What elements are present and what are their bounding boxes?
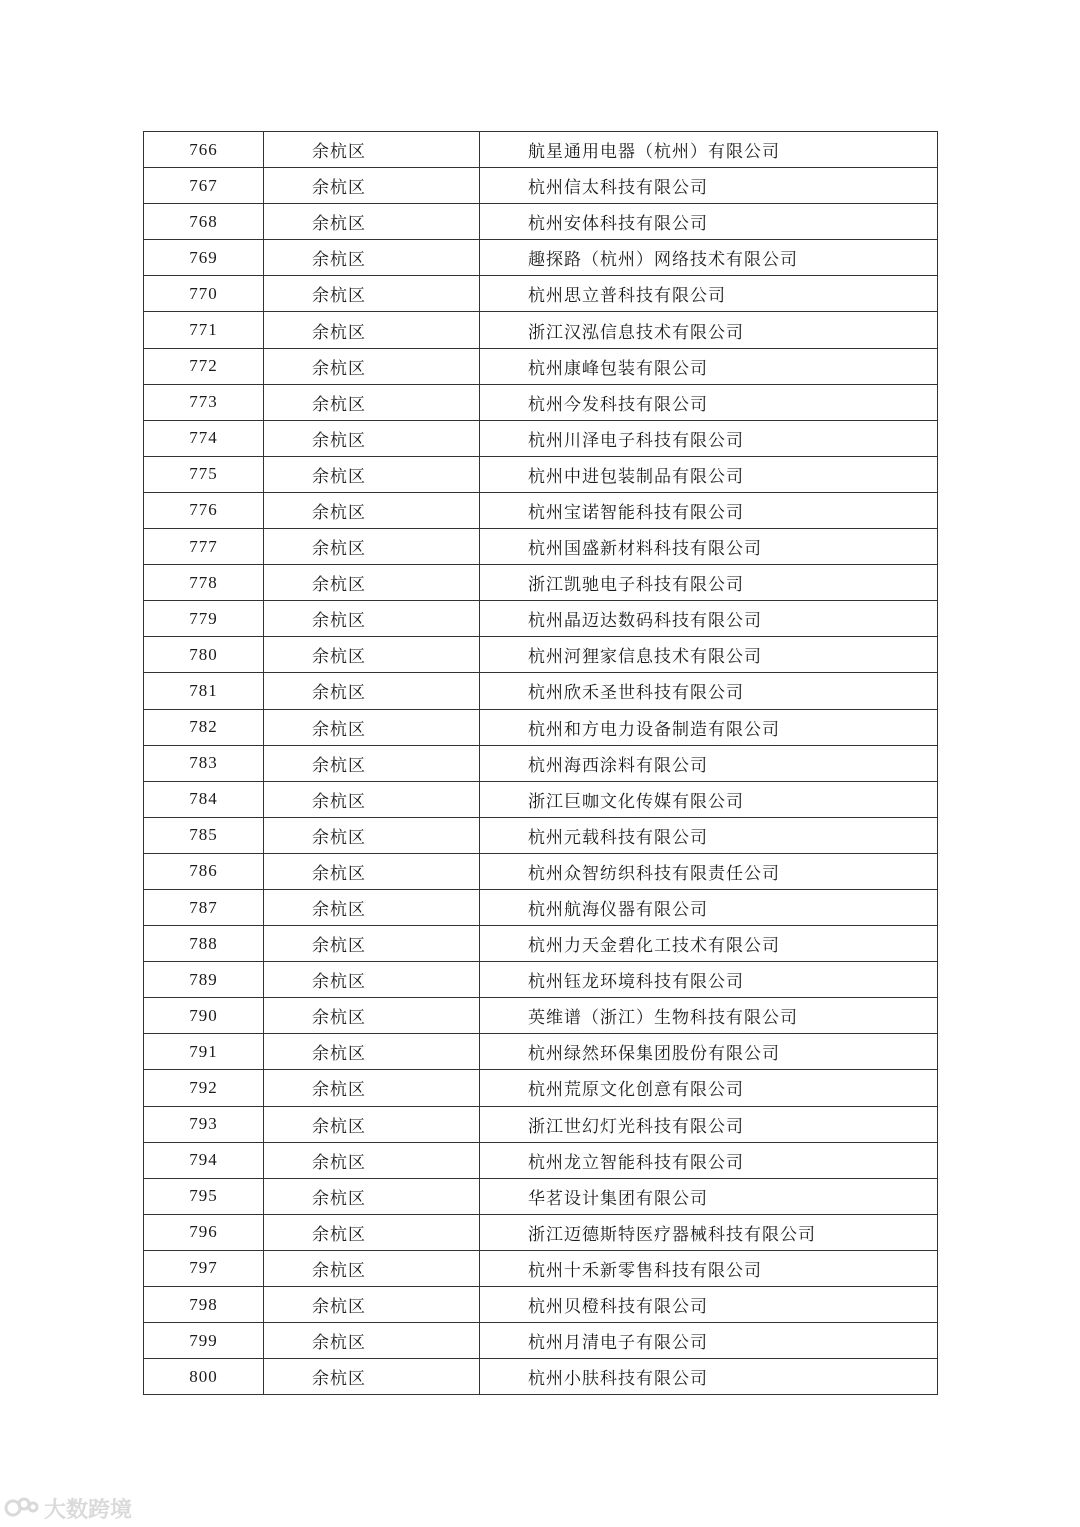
district-cell: 余杭区 [264, 817, 480, 853]
district-cell: 余杭区 [264, 1178, 480, 1214]
row-number-cell: 787 [144, 889, 264, 925]
district-cell: 余杭区 [264, 168, 480, 204]
company-name-cell: 杭州信太科技有限公司 [480, 168, 938, 204]
table-row [144, 240, 938, 276]
row-number-cell: 798 [144, 1287, 264, 1323]
company-list-table [143, 131, 938, 1395]
watermark-text: 大数跨境 [44, 1497, 133, 1523]
row-number-cell: 782 [144, 709, 264, 745]
table-row [144, 456, 938, 492]
district-cell: 余杭区 [264, 637, 480, 673]
table-row [144, 745, 938, 781]
row-number-cell: 797 [144, 1250, 264, 1286]
row-number-cell: 785 [144, 817, 264, 853]
table-row [144, 1287, 938, 1323]
table-row [144, 1070, 938, 1106]
company-name-cell: 杭州小肤科技有限公司 [480, 1359, 938, 1395]
district-cell: 余杭区 [264, 1250, 480, 1286]
district-cell: 余杭区 [264, 673, 480, 709]
district-cell: 余杭区 [264, 889, 480, 925]
row-number-cell: 779 [144, 601, 264, 637]
company-name-cell: 杭州航海仪器有限公司 [480, 889, 938, 925]
watermark-logo-icon [4, 1495, 40, 1521]
table-row [144, 1250, 938, 1286]
district-cell: 余杭区 [264, 529, 480, 565]
table-row [144, 889, 938, 925]
company-name-cell: 浙江巨咖文化传媒有限公司 [480, 781, 938, 817]
district-cell: 余杭区 [264, 492, 480, 528]
table-row [144, 420, 938, 456]
company-name-cell: 杭州贝橙科技有限公司 [480, 1287, 938, 1323]
company-name-cell: 杭州元载科技有限公司 [480, 817, 938, 853]
row-number-cell: 776 [144, 492, 264, 528]
table-row [144, 1178, 938, 1214]
company-name-cell: 趣探路（杭州）网络技术有限公司 [480, 240, 938, 276]
row-number-cell: 790 [144, 998, 264, 1034]
district-cell: 余杭区 [264, 998, 480, 1034]
table-row [144, 1034, 938, 1070]
district-cell: 余杭区 [264, 420, 480, 456]
table-row [144, 348, 938, 384]
company-name-cell: 杭州众智纺织科技有限责任公司 [480, 853, 938, 889]
row-number-cell: 799 [144, 1323, 264, 1359]
table-row [144, 962, 938, 998]
company-name-cell: 浙江迈德斯特医疗器械科技有限公司 [480, 1214, 938, 1250]
district-cell: 余杭区 [264, 132, 480, 168]
company-name-cell: 杭州和方电力设备制造有限公司 [480, 709, 938, 745]
table-row [144, 853, 938, 889]
district-cell: 余杭区 [264, 853, 480, 889]
district-cell: 余杭区 [264, 565, 480, 601]
company-name-cell: 杭州海西涂料有限公司 [480, 745, 938, 781]
district-cell: 余杭区 [264, 204, 480, 240]
table-row [144, 1106, 938, 1142]
district-cell: 余杭区 [264, 709, 480, 745]
district-cell: 余杭区 [264, 781, 480, 817]
company-name-cell: 杭州川泽电子科技有限公司 [480, 420, 938, 456]
row-number-cell: 786 [144, 853, 264, 889]
district-cell: 余杭区 [264, 1142, 480, 1178]
row-number-cell: 780 [144, 637, 264, 673]
table-row [144, 998, 938, 1034]
district-cell: 余杭区 [264, 312, 480, 348]
row-number-cell: 792 [144, 1070, 264, 1106]
company-name-cell: 航星通用电器（杭州）有限公司 [480, 132, 938, 168]
table-row [144, 168, 938, 204]
row-number-cell: 771 [144, 312, 264, 348]
table-row [144, 601, 938, 637]
row-number-cell: 773 [144, 384, 264, 420]
row-number-cell: 795 [144, 1178, 264, 1214]
row-number-cell: 774 [144, 420, 264, 456]
district-cell: 余杭区 [264, 962, 480, 998]
row-number-cell: 772 [144, 348, 264, 384]
table-row [144, 276, 938, 312]
company-name-cell: 杭州宝诺智能科技有限公司 [480, 492, 938, 528]
row-number-cell: 768 [144, 204, 264, 240]
row-number-cell: 767 [144, 168, 264, 204]
row-number-cell: 781 [144, 673, 264, 709]
row-number-cell: 788 [144, 926, 264, 962]
district-cell: 余杭区 [264, 276, 480, 312]
row-number-cell: 783 [144, 745, 264, 781]
table-row [144, 529, 938, 565]
row-number-cell: 770 [144, 276, 264, 312]
row-number-cell: 793 [144, 1106, 264, 1142]
district-cell: 余杭区 [264, 601, 480, 637]
company-name-cell: 杭州钰龙环境科技有限公司 [480, 962, 938, 998]
company-name-cell: 华茗设计集团有限公司 [480, 1178, 938, 1214]
table-row [144, 673, 938, 709]
company-name-cell: 杭州思立普科技有限公司 [480, 276, 938, 312]
district-cell: 余杭区 [264, 456, 480, 492]
table-row [144, 926, 938, 962]
table-row [144, 781, 938, 817]
district-cell: 余杭区 [264, 926, 480, 962]
row-number-cell: 769 [144, 240, 264, 276]
company-name-cell: 杭州中进包装制品有限公司 [480, 456, 938, 492]
district-cell: 余杭区 [264, 1214, 480, 1250]
table-row [144, 709, 938, 745]
table-row [144, 492, 938, 528]
table-row [144, 384, 938, 420]
district-cell: 余杭区 [264, 240, 480, 276]
row-number-cell: 794 [144, 1142, 264, 1178]
table-body [144, 132, 938, 1395]
watermark [4, 1492, 132, 1524]
company-name-cell: 杭州康峰包装有限公司 [480, 348, 938, 384]
district-cell: 余杭区 [264, 348, 480, 384]
company-name-cell: 杭州欣禾圣世科技有限公司 [480, 673, 938, 709]
row-number-cell: 800 [144, 1359, 264, 1395]
table-row [144, 637, 938, 673]
company-name-cell: 杭州今发科技有限公司 [480, 384, 938, 420]
table-row [144, 1359, 938, 1395]
district-cell: 余杭区 [264, 1106, 480, 1142]
company-name-cell: 杭州荒原文化创意有限公司 [480, 1070, 938, 1106]
row-number-cell: 784 [144, 781, 264, 817]
company-name-cell: 杭州绿然环保集团股份有限公司 [480, 1034, 938, 1070]
company-name-cell: 杭州月清电子有限公司 [480, 1323, 938, 1359]
table-row [144, 204, 938, 240]
company-name-cell: 杭州河狸家信息技术有限公司 [480, 637, 938, 673]
district-cell: 余杭区 [264, 1323, 480, 1359]
district-cell: 余杭区 [264, 384, 480, 420]
company-name-cell: 杭州晶迈达数码科技有限公司 [480, 601, 938, 637]
company-name-cell: 杭州十禾新零售科技有限公司 [480, 1250, 938, 1286]
district-cell: 余杭区 [264, 1070, 480, 1106]
company-name-cell: 浙江汉泓信息技术有限公司 [480, 312, 938, 348]
company-name-cell: 英维谱（浙江）生物科技有限公司 [480, 998, 938, 1034]
district-cell: 余杭区 [264, 745, 480, 781]
table-row [144, 1142, 938, 1178]
table-row [144, 1323, 938, 1359]
table-row [144, 817, 938, 853]
row-number-cell: 777 [144, 529, 264, 565]
row-number-cell: 775 [144, 456, 264, 492]
district-cell: 余杭区 [264, 1034, 480, 1070]
company-name-cell: 杭州龙立智能科技有限公司 [480, 1142, 938, 1178]
table-row [144, 1214, 938, 1250]
district-cell: 余杭区 [264, 1287, 480, 1323]
company-name-cell: 杭州力天金碧化工技术有限公司 [480, 926, 938, 962]
company-name-cell: 杭州安体科技有限公司 [480, 204, 938, 240]
row-number-cell: 789 [144, 962, 264, 998]
company-name-cell: 杭州国盛新材料科技有限公司 [480, 529, 938, 565]
table-row [144, 565, 938, 601]
company-name-cell: 浙江凯驰电子科技有限公司 [480, 565, 938, 601]
table-row [144, 132, 938, 168]
row-number-cell: 778 [144, 565, 264, 601]
company-name-cell: 浙江世幻灯光科技有限公司 [480, 1106, 938, 1142]
table-row [144, 312, 938, 348]
row-number-cell: 791 [144, 1034, 264, 1070]
row-number-cell: 766 [144, 132, 264, 168]
row-number-cell: 796 [144, 1214, 264, 1250]
district-cell: 余杭区 [264, 1359, 480, 1395]
